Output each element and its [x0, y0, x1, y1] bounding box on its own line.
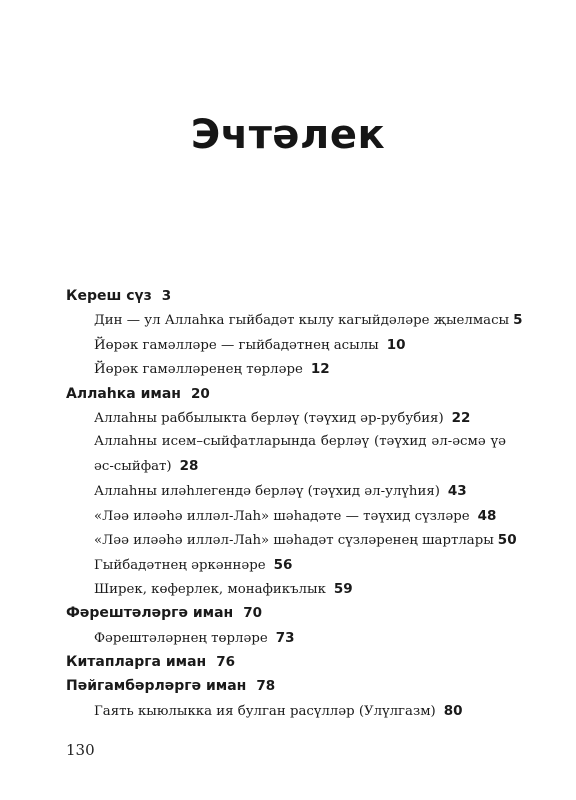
toc-section — [0, 308, 576, 332]
toc-section — [0, 626, 576, 650]
toc-page-number: 22 — [451, 409, 471, 426]
toc-section — [0, 577, 576, 601]
toc-page-number: 50 — [497, 532, 517, 549]
toc-section — [0, 479, 576, 503]
toc-chapter — [0, 650, 576, 674]
toc-section — [0, 699, 576, 723]
toc-entry-title: Дин — ул Аллаһка гыйбадәт кылу кагыйдәләре җыелмасы — [94, 313, 510, 329]
toc-page-number: 76 — [216, 654, 236, 671]
toc-section — [0, 406, 576, 430]
toc-page-number: 3 — [161, 288, 172, 304]
toc-entry-title: Йөрәк гамәлләре — гыйбадәтнең асылы — [94, 337, 379, 353]
toc-page-number: 73 — [275, 629, 295, 646]
toc-entry-title: Китапларга иман — [66, 654, 207, 671]
toc-chapter — [0, 601, 576, 625]
toc-page-number: 48 — [477, 507, 497, 524]
toc-chapter — [0, 284, 576, 308]
toc-page-number: 20 — [190, 385, 210, 402]
toc-page-number: 10 — [386, 336, 406, 353]
page-number: 130 — [66, 741, 95, 759]
toc-entry-title: Ширек, көферлек, монафикълык — [94, 581, 326, 597]
toc-page-number: 43 — [447, 483, 467, 500]
toc-entry-title: Аллаһны раббылыкта берләү (тәүхид әр-рубубия) — [94, 410, 444, 426]
toc-section — [0, 553, 576, 577]
toc-chapter — [0, 382, 576, 406]
toc-entry-title: Аллаһны исем–сыйфатларында берләү (тәүхид әл-әсмә үә әс-сыйфат) — [94, 434, 506, 475]
toc-page-number: 28 — [179, 458, 199, 475]
toc-page-number: 59 — [333, 580, 353, 597]
toc-entry-title: Кереш сүз — [66, 288, 152, 304]
table-of-contents — [0, 284, 576, 723]
toc-page-number: 78 — [256, 678, 276, 695]
toc-page-number: 5 — [513, 312, 523, 329]
toc-entry-title: Гаять кыюлыкка ия булган расүлләр (Улүлгазм) — [94, 703, 436, 719]
toc-entry-title: Аллаһка иман — [66, 385, 181, 402]
toc-entry-title: «Ләә иләәһә илләл-Лаһ» шәһадәте — тәүхид сүзләре — [94, 508, 470, 524]
toc-entry-title: Гыйбадәтнең әркәннәре — [94, 557, 266, 573]
toc-page-number: 56 — [273, 556, 293, 573]
toc-page-number: 12 — [310, 361, 330, 378]
toc-entry-title: Пәйгамбәрләргә иман — [66, 678, 247, 695]
toc-entry-title: Фәрештәләрнең төрләре — [94, 630, 268, 646]
toc-section — [0, 528, 576, 552]
toc-entry-title: Йөрәк гамәлләренең төрләре — [94, 362, 303, 378]
toc-entry-title: «Ләә иләәһә илләл-Лаһ» шәһадәт сүзләренең шартлары — [94, 533, 494, 549]
toc-chapter — [0, 674, 576, 698]
toc-page-number: 70 — [243, 605, 262, 622]
toc-page-number: 80 — [443, 702, 463, 719]
toc-section — [0, 357, 576, 381]
page-title: Эчтәлек — [190, 111, 386, 158]
toc-section — [0, 430, 506, 479]
toc-section — [0, 504, 576, 528]
toc-section — [0, 333, 576, 357]
toc-entry-title: Аллаһны иләһлегендә берләү (тәүхид әл-улүһия) — [94, 484, 440, 500]
toc-entry-title: Фәрештәләргә иман — [66, 605, 234, 622]
